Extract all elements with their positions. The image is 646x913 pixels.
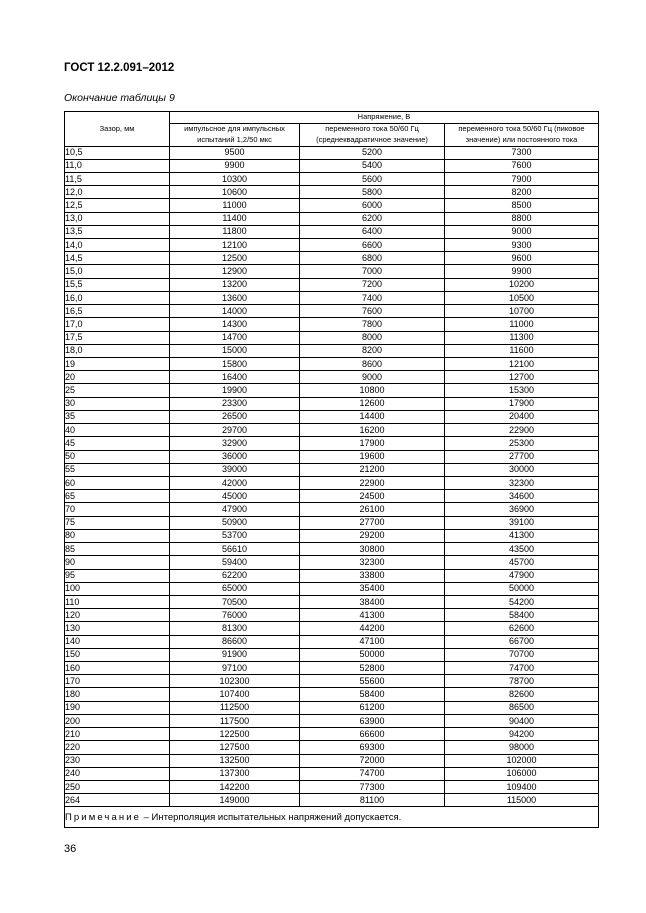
- cell-gap: 12,5: [65, 199, 170, 212]
- table-row: [65, 569, 599, 582]
- cell-ac-peak-dc: 86500: [445, 701, 599, 714]
- table-row: [65, 212, 599, 225]
- table-row: [65, 397, 599, 410]
- cell-impulse: 14300: [170, 318, 300, 331]
- cell-ac-peak-dc: 11000: [445, 318, 599, 331]
- cell-ac-rms: 52800: [300, 662, 445, 675]
- cell-ac-rms: 29200: [300, 529, 445, 542]
- table-row: [65, 159, 599, 172]
- cell-gap: 60: [65, 476, 170, 489]
- cell-ac-rms: 32300: [300, 556, 445, 569]
- table-row: [65, 781, 599, 794]
- table-row: [65, 648, 599, 661]
- header-impulse: импульсное для импульсных испытаний 1,2/50 мкс: [170, 123, 300, 146]
- cell-ac-rms: 38400: [300, 595, 445, 608]
- table-row: [65, 252, 599, 265]
- cell-impulse: 9500: [170, 146, 300, 159]
- cell-gap: 70: [65, 503, 170, 516]
- table-row: [65, 754, 599, 767]
- cell-impulse: 23300: [170, 397, 300, 410]
- cell-ac-rms: 19600: [300, 450, 445, 463]
- cell-impulse: 12900: [170, 265, 300, 278]
- table-row: [65, 318, 599, 331]
- cell-ac-rms: 8600: [300, 358, 445, 371]
- cell-ac-peak-dc: 82600: [445, 688, 599, 701]
- table-row: [65, 662, 599, 675]
- cell-impulse: 32900: [170, 437, 300, 450]
- cell-ac-rms: 14400: [300, 410, 445, 423]
- cell-impulse: 10300: [170, 172, 300, 185]
- cell-impulse: 45000: [170, 490, 300, 503]
- cell-ac-rms: 63900: [300, 714, 445, 727]
- table-row: [65, 172, 599, 185]
- table-row: [65, 622, 599, 635]
- cell-ac-peak-dc: 9900: [445, 265, 599, 278]
- cell-ac-rms: 61200: [300, 701, 445, 714]
- cell-ac-rms: 81100: [300, 794, 445, 807]
- cell-ac-peak-dc: 9300: [445, 239, 599, 252]
- cell-gap: 120: [65, 609, 170, 622]
- header-gap: Зазор, мм: [65, 112, 170, 147]
- cell-impulse: 59400: [170, 556, 300, 569]
- cell-gap: 190: [65, 701, 170, 714]
- cell-gap: 30: [65, 397, 170, 410]
- cell-gap: 80: [65, 529, 170, 542]
- cell-ac-rms: 7800: [300, 318, 445, 331]
- table-row: [65, 424, 599, 437]
- cell-ac-rms: 22900: [300, 476, 445, 489]
- cell-ac-rms: 16200: [300, 424, 445, 437]
- cell-ac-peak-dc: 70700: [445, 648, 599, 661]
- table-row: [65, 463, 599, 476]
- cell-gap: 140: [65, 635, 170, 648]
- table-row: [65, 437, 599, 450]
- cell-impulse: 91900: [170, 648, 300, 661]
- cell-impulse: 11800: [170, 225, 300, 238]
- cell-ac-peak-dc: 8500: [445, 199, 599, 212]
- cell-ac-rms: 7000: [300, 265, 445, 278]
- table-header: [65, 112, 599, 147]
- cell-gap: 45: [65, 437, 170, 450]
- cell-ac-peak-dc: 25300: [445, 437, 599, 450]
- cell-ac-peak-dc: 7600: [445, 159, 599, 172]
- cell-gap: 35: [65, 410, 170, 423]
- cell-gap: 16,0: [65, 291, 170, 304]
- cell-ac-rms: 35400: [300, 582, 445, 595]
- cell-gap: 180: [65, 688, 170, 701]
- cell-impulse: 97100: [170, 662, 300, 675]
- document-title: ГОСТ 12.2.091–2012: [64, 62, 175, 74]
- cell-ac-peak-dc: 98000: [445, 741, 599, 754]
- cell-ac-rms: 6600: [300, 239, 445, 252]
- cell-gap: 230: [65, 754, 170, 767]
- table-row: [65, 146, 599, 159]
- table-row: [65, 371, 599, 384]
- cell-ac-rms: 58400: [300, 688, 445, 701]
- cell-impulse: 10600: [170, 186, 300, 199]
- table-row: [65, 728, 599, 741]
- table-row: [65, 582, 599, 595]
- cell-ac-rms: 77300: [300, 781, 445, 794]
- cell-ac-peak-dc: 8800: [445, 212, 599, 225]
- cell-gap: 40: [65, 424, 170, 437]
- cell-ac-rms: 21200: [300, 463, 445, 476]
- table-row: [65, 476, 599, 489]
- table-row: [65, 595, 599, 608]
- cell-ac-rms: 44200: [300, 622, 445, 635]
- cell-ac-rms: 7600: [300, 305, 445, 318]
- cell-ac-peak-dc: 50000: [445, 582, 599, 595]
- cell-ac-rms: 5600: [300, 172, 445, 185]
- table-row: [65, 344, 599, 357]
- cell-impulse: 122500: [170, 728, 300, 741]
- cell-gap: 17,5: [65, 331, 170, 344]
- cell-gap: 95: [65, 569, 170, 582]
- table-row: [65, 714, 599, 727]
- cell-gap: 15,0: [65, 265, 170, 278]
- cell-ac-rms: 9000: [300, 371, 445, 384]
- cell-impulse: 70500: [170, 595, 300, 608]
- cell-impulse: 65000: [170, 582, 300, 595]
- table-row: [65, 358, 599, 371]
- cell-ac-peak-dc: 106000: [445, 767, 599, 780]
- cell-gap: 85: [65, 543, 170, 556]
- cell-ac-rms: 5400: [300, 159, 445, 172]
- table-row: [65, 384, 599, 397]
- note-label: Примечание: [65, 811, 141, 823]
- table-row: [65, 186, 599, 199]
- cell-ac-peak-dc: 15300: [445, 384, 599, 397]
- cell-impulse: 137300: [170, 767, 300, 780]
- table-row: [65, 291, 599, 304]
- header-voltage-group: Напряжение, В: [170, 112, 599, 124]
- header-ac-peak-dc: переменного тока 50/60 Гц (пиковое значение) или постоянного тока: [445, 123, 599, 146]
- cell-ac-peak-dc: 94200: [445, 728, 599, 741]
- cell-ac-peak-dc: 41300: [445, 529, 599, 542]
- cell-gap: 264: [65, 794, 170, 807]
- cell-impulse: 39000: [170, 463, 300, 476]
- cell-ac-peak-dc: 7300: [445, 146, 599, 159]
- cell-impulse: 102300: [170, 675, 300, 688]
- cell-impulse: 14000: [170, 305, 300, 318]
- cell-gap: 15,5: [65, 278, 170, 291]
- cell-gap: 17,0: [65, 318, 170, 331]
- cell-impulse: 62200: [170, 569, 300, 582]
- cell-impulse: 107400: [170, 688, 300, 701]
- table-row: [65, 688, 599, 701]
- cell-gap: 10,5: [65, 146, 170, 159]
- cell-ac-peak-dc: 66700: [445, 635, 599, 648]
- cell-impulse: 15800: [170, 358, 300, 371]
- table-row: [65, 609, 599, 622]
- cell-impulse: 29700: [170, 424, 300, 437]
- cell-impulse: 50900: [170, 516, 300, 529]
- table-row: [65, 701, 599, 714]
- cell-ac-rms: 33800: [300, 569, 445, 582]
- cell-ac-rms: 50000: [300, 648, 445, 661]
- cell-ac-peak-dc: 8200: [445, 186, 599, 199]
- cell-gap: 11,5: [65, 172, 170, 185]
- cell-ac-rms: 55600: [300, 675, 445, 688]
- cell-ac-peak-dc: 30000: [445, 463, 599, 476]
- table-row: [65, 794, 599, 807]
- cell-ac-peak-dc: 10500: [445, 291, 599, 304]
- cell-ac-rms: 30800: [300, 543, 445, 556]
- cell-ac-peak-dc: 45700: [445, 556, 599, 569]
- table-row: [65, 265, 599, 278]
- table-row: [65, 503, 599, 516]
- table-body: [65, 146, 599, 807]
- cell-impulse: 149000: [170, 794, 300, 807]
- cell-ac-rms: 7400: [300, 291, 445, 304]
- cell-gap: 20: [65, 371, 170, 384]
- cell-ac-rms: 72000: [300, 754, 445, 767]
- cell-ac-rms: 26100: [300, 503, 445, 516]
- cell-gap: 75: [65, 516, 170, 529]
- table-caption: Окончание таблицы 9: [64, 92, 175, 104]
- cell-ac-rms: 47100: [300, 635, 445, 648]
- cell-impulse: 53700: [170, 529, 300, 542]
- cell-impulse: 36000: [170, 450, 300, 463]
- cell-impulse: 16400: [170, 371, 300, 384]
- table-row: [65, 529, 599, 542]
- cell-impulse: 11400: [170, 212, 300, 225]
- cell-gap: 200: [65, 714, 170, 727]
- cell-ac-peak-dc: 20400: [445, 410, 599, 423]
- cell-impulse: 9900: [170, 159, 300, 172]
- cell-impulse: 86600: [170, 635, 300, 648]
- table-note: [65, 807, 599, 828]
- table-row: [65, 490, 599, 503]
- cell-ac-rms: 66600: [300, 728, 445, 741]
- cell-gap: 65: [65, 490, 170, 503]
- table-row: [65, 278, 599, 291]
- cell-ac-rms: 27700: [300, 516, 445, 529]
- cell-gap: 14,0: [65, 239, 170, 252]
- cell-gap: 13,0: [65, 212, 170, 225]
- cell-ac-peak-dc: 11300: [445, 331, 599, 344]
- cell-ac-rms: 17900: [300, 437, 445, 450]
- cell-ac-rms: 5800: [300, 186, 445, 199]
- cell-gap: 220: [65, 741, 170, 754]
- cell-ac-peak-dc: 27700: [445, 450, 599, 463]
- cell-gap: 16,5: [65, 305, 170, 318]
- cell-ac-rms: 10800: [300, 384, 445, 397]
- cell-gap: 12,0: [65, 186, 170, 199]
- cell-gap: 25: [65, 384, 170, 397]
- table-row: [65, 239, 599, 252]
- cell-ac-peak-dc: 22900: [445, 424, 599, 437]
- cell-gap: 18,0: [65, 344, 170, 357]
- cell-gap: 50: [65, 450, 170, 463]
- table-row: [65, 556, 599, 569]
- cell-ac-peak-dc: 62600: [445, 622, 599, 635]
- cell-ac-peak-dc: 34600: [445, 490, 599, 503]
- cell-ac-rms: 24500: [300, 490, 445, 503]
- cell-ac-rms: 69300: [300, 741, 445, 754]
- cell-ac-peak-dc: 9600: [445, 252, 599, 265]
- cell-ac-rms: 74700: [300, 767, 445, 780]
- cell-ac-peak-dc: 12100: [445, 358, 599, 371]
- cell-ac-peak-dc: 11600: [445, 344, 599, 357]
- cell-ac-peak-dc: 54200: [445, 595, 599, 608]
- cell-gap: 250: [65, 781, 170, 794]
- cell-ac-peak-dc: 115000: [445, 794, 599, 807]
- cell-impulse: 117500: [170, 714, 300, 727]
- cell-ac-rms: 5200: [300, 146, 445, 159]
- cell-ac-rms: 6000: [300, 199, 445, 212]
- cell-impulse: 47900: [170, 503, 300, 516]
- cell-impulse: 12500: [170, 252, 300, 265]
- cell-impulse: 12100: [170, 239, 300, 252]
- cell-ac-peak-dc: 58400: [445, 609, 599, 622]
- cell-ac-peak-dc: 74700: [445, 662, 599, 675]
- table-row: [65, 675, 599, 688]
- table-row: [65, 741, 599, 754]
- cell-ac-rms: 12600: [300, 397, 445, 410]
- cell-impulse: 81300: [170, 622, 300, 635]
- cell-gap: 13,5: [65, 225, 170, 238]
- cell-ac-peak-dc: 7900: [445, 172, 599, 185]
- cell-gap: 210: [65, 728, 170, 741]
- cell-ac-peak-dc: 47900: [445, 569, 599, 582]
- cell-impulse: 142200: [170, 781, 300, 794]
- cell-impulse: 13200: [170, 278, 300, 291]
- cell-gap: 90: [65, 556, 170, 569]
- cell-ac-peak-dc: 78700: [445, 675, 599, 688]
- cell-impulse: 112500: [170, 701, 300, 714]
- cell-ac-rms: 41300: [300, 609, 445, 622]
- cell-ac-peak-dc: 17900: [445, 397, 599, 410]
- cell-gap: 130: [65, 622, 170, 635]
- cell-gap: 150: [65, 648, 170, 661]
- cell-ac-peak-dc: 90400: [445, 714, 599, 727]
- voltage-table: [64, 111, 599, 828]
- cell-impulse: 14700: [170, 331, 300, 344]
- cell-gap: 170: [65, 675, 170, 688]
- cell-ac-peak-dc: 10200: [445, 278, 599, 291]
- cell-ac-rms: 8000: [300, 331, 445, 344]
- cell-ac-rms: 6400: [300, 225, 445, 238]
- cell-ac-rms: 6800: [300, 252, 445, 265]
- table-row: [65, 450, 599, 463]
- cell-impulse: 76000: [170, 609, 300, 622]
- cell-impulse: 26500: [170, 410, 300, 423]
- header-ac-rms: переменного тока 50/60 Гц (среднеквадратичное значение): [300, 123, 445, 146]
- cell-gap: 11,0: [65, 159, 170, 172]
- table-row: [65, 331, 599, 344]
- cell-impulse: 11000: [170, 199, 300, 212]
- table-row: [65, 516, 599, 529]
- table-row: [65, 225, 599, 238]
- table-row: [65, 767, 599, 780]
- cell-gap: 240: [65, 767, 170, 780]
- cell-ac-peak-dc: 10700: [445, 305, 599, 318]
- cell-gap: 55: [65, 463, 170, 476]
- table-row: [65, 635, 599, 648]
- cell-impulse: 13600: [170, 291, 300, 304]
- table-row: [65, 543, 599, 556]
- table-row: [65, 199, 599, 212]
- cell-ac-peak-dc: 9000: [445, 225, 599, 238]
- cell-gap: 14,5: [65, 252, 170, 265]
- cell-gap: 110: [65, 595, 170, 608]
- cell-ac-peak-dc: 12700: [445, 371, 599, 384]
- cell-gap: 19: [65, 358, 170, 371]
- cell-gap: 100: [65, 582, 170, 595]
- cell-ac-peak-dc: 102000: [445, 754, 599, 767]
- cell-ac-rms: 6200: [300, 212, 445, 225]
- cell-impulse: 132500: [170, 754, 300, 767]
- cell-ac-peak-dc: 32300: [445, 476, 599, 489]
- cell-ac-peak-dc: 109400: [445, 781, 599, 794]
- cell-ac-peak-dc: 39100: [445, 516, 599, 529]
- cell-impulse: 127500: [170, 741, 300, 754]
- page-number: 36: [64, 843, 77, 855]
- cell-ac-peak-dc: 43500: [445, 543, 599, 556]
- cell-impulse: 42000: [170, 476, 300, 489]
- cell-impulse: 15000: [170, 344, 300, 357]
- cell-impulse: 19900: [170, 384, 300, 397]
- cell-ac-rms: 8200: [300, 344, 445, 357]
- table-row: [65, 410, 599, 423]
- table-row: [65, 305, 599, 318]
- cell-impulse: 56610: [170, 543, 300, 556]
- note-text: – Интерполяция испытательных напряжений допускается.: [141, 811, 402, 823]
- cell-gap: 160: [65, 662, 170, 675]
- cell-ac-peak-dc: 36900: [445, 503, 599, 516]
- cell-ac-rms: 7200: [300, 278, 445, 291]
